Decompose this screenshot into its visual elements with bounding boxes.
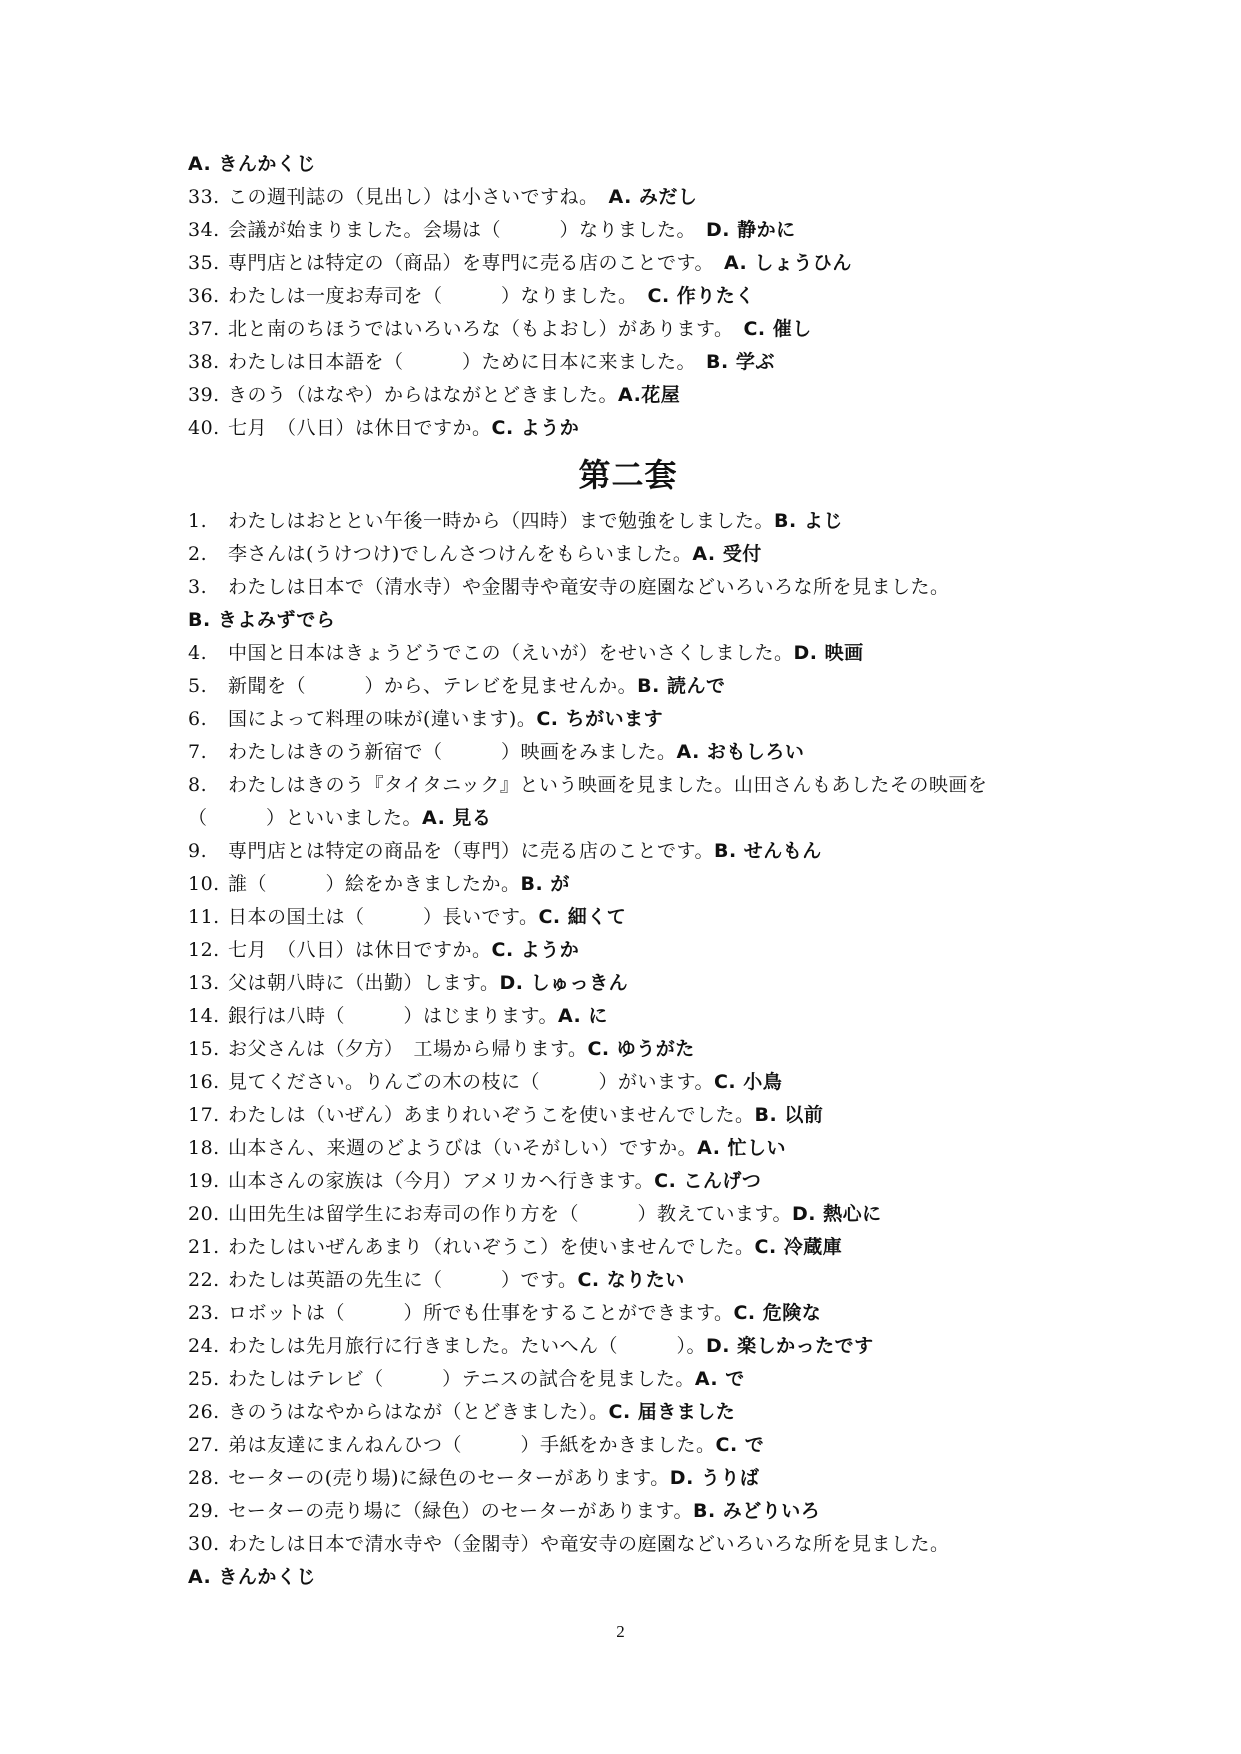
answer: A. 忙しい [697, 1137, 787, 1159]
question-text: セーターの(売り場)に緑色のセーターがあります。 [228, 1467, 670, 1489]
answer: B. きよみずでら [188, 609, 336, 631]
question-item [188, 835, 1068, 868]
answer: D. 静かに [706, 219, 796, 241]
question-number: 20. [188, 1203, 220, 1225]
question-text: お父さんは（夕方） 工場から帰ります。 [228, 1038, 588, 1060]
answer: A. きんかくじ [188, 1566, 316, 1588]
question-number: 11. [188, 906, 220, 928]
question-text: 李さんは(うけつけ)でしんさつけんをもらいました。 [228, 543, 693, 565]
answer: A. みだし [608, 186, 698, 208]
question-item [188, 1231, 1068, 1264]
question-item [188, 967, 1068, 1000]
answer: A.花屋 [618, 384, 681, 406]
question-text: わたしはきのう新宿で（ ）映画をみました。 [228, 741, 677, 763]
answer: D. 楽しかったです [706, 1335, 874, 1357]
question-number: 15. [188, 1038, 220, 1060]
answer: B. せんもん [713, 840, 822, 862]
question-number: 27. [188, 1434, 220, 1456]
question-item [188, 703, 1068, 736]
question-item [188, 934, 1068, 967]
question-item [188, 181, 1068, 214]
question-number: 18. [188, 1137, 220, 1159]
question-item [188, 280, 1068, 313]
question-item [188, 346, 1068, 379]
answer: A. 受付 [692, 543, 762, 565]
question-number: 3. [188, 576, 208, 598]
answer: C. ようか [491, 417, 580, 439]
question-number: 9. [188, 840, 208, 862]
answer: C. ようか [491, 939, 580, 961]
question-number: 16. [188, 1071, 220, 1093]
question-item [188, 1363, 1068, 1396]
question-text: 銀行は八時（ ）はじまります。 [228, 1005, 558, 1027]
question-text: ロボットは（ ）所でも仕事をすることができます。 [228, 1302, 734, 1324]
question-number: 25. [188, 1368, 220, 1390]
question-text: 会議が始まりました。会場は（ ）なりました。 [228, 219, 707, 241]
question-number: 30. [188, 1533, 220, 1555]
question-item [188, 1528, 1068, 1594]
question-item [188, 247, 1068, 280]
question-item [188, 670, 1068, 703]
question-text: 国によって料理の味が(違います)。 [228, 708, 537, 730]
question-number: 26. [188, 1401, 220, 1423]
question-text: わたしは日本語を（ ）ために日本に来ました。 [228, 351, 707, 373]
answer: A. おもしろい [676, 741, 805, 763]
question-item [188, 412, 1068, 445]
question-number: 36. [188, 285, 220, 307]
answer: A. で [694, 1368, 745, 1390]
question-number: 8. [188, 774, 208, 796]
answer: C. 届きました [608, 1401, 736, 1423]
question-item [188, 1264, 1068, 1297]
question-text: 山本さんの家族は（今月）アメリカへ行きます。 [228, 1170, 655, 1192]
answer: A. 見る [422, 807, 492, 829]
question-item [188, 1066, 1068, 1099]
question-item [188, 1462, 1068, 1495]
question-number: 29. [188, 1500, 220, 1522]
question-number: 35. [188, 252, 220, 274]
question-item [188, 505, 1068, 538]
question-item [188, 901, 1068, 934]
question-item [188, 214, 1068, 247]
document-page [188, 148, 1068, 1594]
question-item [188, 637, 1068, 670]
question-number: 14. [188, 1005, 220, 1027]
question-text: セーターの売り場に（緑色）のセーターがあります。 [228, 1500, 693, 1522]
question-text: わたしはきのう『タイタニック』という映画を見ました。山田さんもあしたその映画を（ ）といいました。 [188, 774, 988, 829]
question-item [188, 1198, 1068, 1231]
question-number: 22. [188, 1269, 220, 1291]
question-item [188, 1495, 1068, 1528]
question-text: 弟は友達にまんねんひつ（ ）手紙をかきました。 [228, 1434, 716, 1456]
question-text: わたしはいぜんあまり（れいぞうこ）を使いませんでした。 [228, 1236, 755, 1258]
question-item [188, 1000, 1068, 1033]
question-number: 21. [188, 1236, 220, 1258]
answer: B. 学ぶ [706, 351, 775, 373]
question-number: 4. [188, 642, 208, 664]
question-number: 6. [188, 708, 208, 730]
question-text: わたしはおととい午後一時から（四時）まで勉強をしました。 [228, 510, 775, 532]
answer: C. なりたい [577, 1269, 685, 1291]
question-number: 7. [188, 741, 208, 763]
question-number: 1. [188, 510, 208, 532]
answer: C. ちがいます [536, 708, 664, 730]
question-text: 山田先生は留学生にお寿司の作り方を（ ）教えています。 [228, 1203, 792, 1225]
question-text: 中国と日本はきょうどうでこの（えいが）をせいさくしました。 [228, 642, 794, 664]
answer: C. ゆうがた [587, 1038, 695, 1060]
set1-first-answer [188, 148, 1068, 181]
answer: D. 熱心に [791, 1203, 882, 1225]
answer: C. 小鳥 [713, 1071, 783, 1093]
question-text: この週刊誌の（見出し）は小さいですね。 [228, 186, 609, 208]
answer: A. きんかくじ [188, 153, 316, 175]
question-text: わたしは英語の先生に（ ）です。 [228, 1269, 578, 1291]
question-text: 七月 （八日）は休日ですか。 [228, 417, 492, 439]
answer: C. で [715, 1434, 765, 1456]
page-number: 2 [616, 1622, 625, 1641]
question-number: 13. [188, 972, 220, 994]
question-text: 新聞を（ ）から、テレビを見ませんか。 [228, 675, 638, 697]
question-number: 37. [188, 318, 220, 340]
answer: A. しょうひん [723, 252, 852, 274]
question-item [188, 379, 1068, 412]
question-text: 山本さん、来週のどようびは（いそがしい）ですか。 [228, 1137, 698, 1159]
answer: D. しゅっきん [499, 972, 629, 994]
answer: C. 危険な [733, 1302, 822, 1324]
set1-question-list [188, 181, 1068, 445]
question-number: 5. [188, 675, 208, 697]
question-item [188, 769, 1068, 835]
question-number: 34. [188, 219, 220, 241]
answer: B. が [520, 873, 570, 895]
answer: B. みどりいろ [692, 1500, 821, 1522]
question-number: 19. [188, 1170, 220, 1192]
question-number: 24. [188, 1335, 220, 1357]
answer: A. に [557, 1005, 608, 1027]
question-item [188, 736, 1068, 769]
question-text: わたしは日本で（清水寺）や金閣寺や竜安寺の庭園などいろいろな所を見ました。 [228, 576, 950, 598]
set2-question-list [188, 505, 1068, 1594]
question-text: 北と南のちほうではいろいろな（もよおし）があります。 [228, 318, 744, 340]
question-number: 38. [188, 351, 220, 373]
question-item [188, 1396, 1068, 1429]
question-text: きのうはなやからはなが（とどきました）。 [228, 1401, 609, 1423]
question-item [188, 1297, 1068, 1330]
answer: C. こんげつ [654, 1170, 762, 1192]
question-text: わたしは一度お寿司を（ ）なりました。 [228, 285, 648, 307]
answer: D. 映画 [793, 642, 864, 664]
question-number: 39. [188, 384, 220, 406]
answer: B. 読んで [637, 675, 726, 697]
answer: B. 以前 [754, 1104, 824, 1126]
question-number: 23. [188, 1302, 220, 1324]
question-number: 33. [188, 186, 220, 208]
question-item [188, 1099, 1068, 1132]
answer: C. 冷蔵庫 [754, 1236, 843, 1258]
question-item [188, 868, 1068, 901]
question-text: 専門店とは特定の（商品）を専門に売る店のことです。 [228, 252, 724, 274]
question-text: 見てください。りんごの木の枝に（ ）がいます。 [228, 1071, 714, 1093]
question-number: 2. [188, 543, 208, 565]
question-text: わたしは先月旅行に行きました。たいへん（ ）。 [228, 1335, 707, 1357]
question-item [188, 1429, 1068, 1462]
answer: C. 催し [743, 318, 812, 340]
question-item [188, 571, 1068, 637]
question-text: 七月 （八日）は休日ですか。 [228, 939, 492, 961]
question-item [188, 1132, 1068, 1165]
question-item [188, 538, 1068, 571]
question-text: わたしは日本で清水寺や（金閣寺）や竜安寺の庭園などいろいろな所を見ました。 [228, 1533, 950, 1555]
question-number: 10. [188, 873, 220, 895]
question-item [188, 1165, 1068, 1198]
question-number: 40. [188, 417, 220, 439]
answer: D. うりば [669, 1467, 760, 1489]
answer: C. 細くて [538, 906, 627, 928]
question-item [188, 1033, 1068, 1066]
question-item [188, 313, 1068, 346]
question-number: 17. [188, 1104, 220, 1126]
question-text: わたしは（いぜん）あまりれいぞうこを使いませんでした。 [228, 1104, 755, 1126]
question-number: 12. [188, 939, 220, 961]
answer: C. 作りたく [647, 285, 755, 307]
question-text: 父は朝八時に（出勤）します。 [228, 972, 500, 994]
answer: B. よじ [774, 510, 843, 532]
question-item [188, 1330, 1068, 1363]
question-text: わたしはテレビ（ ）テニスの試合を見ました。 [228, 1368, 695, 1390]
question-text: きのう（はなや）からはながとどきました。 [228, 384, 619, 406]
section-title: 第二套 [578, 456, 678, 494]
question-text: 専門店とは特定の商品を（専門）に売る店のことです。 [228, 840, 714, 862]
question-number: 28. [188, 1467, 220, 1489]
question-text: 日本の国土は（ ）長いです。 [228, 906, 539, 928]
question-text: 誰（ ）絵をかきましたか。 [228, 873, 521, 895]
